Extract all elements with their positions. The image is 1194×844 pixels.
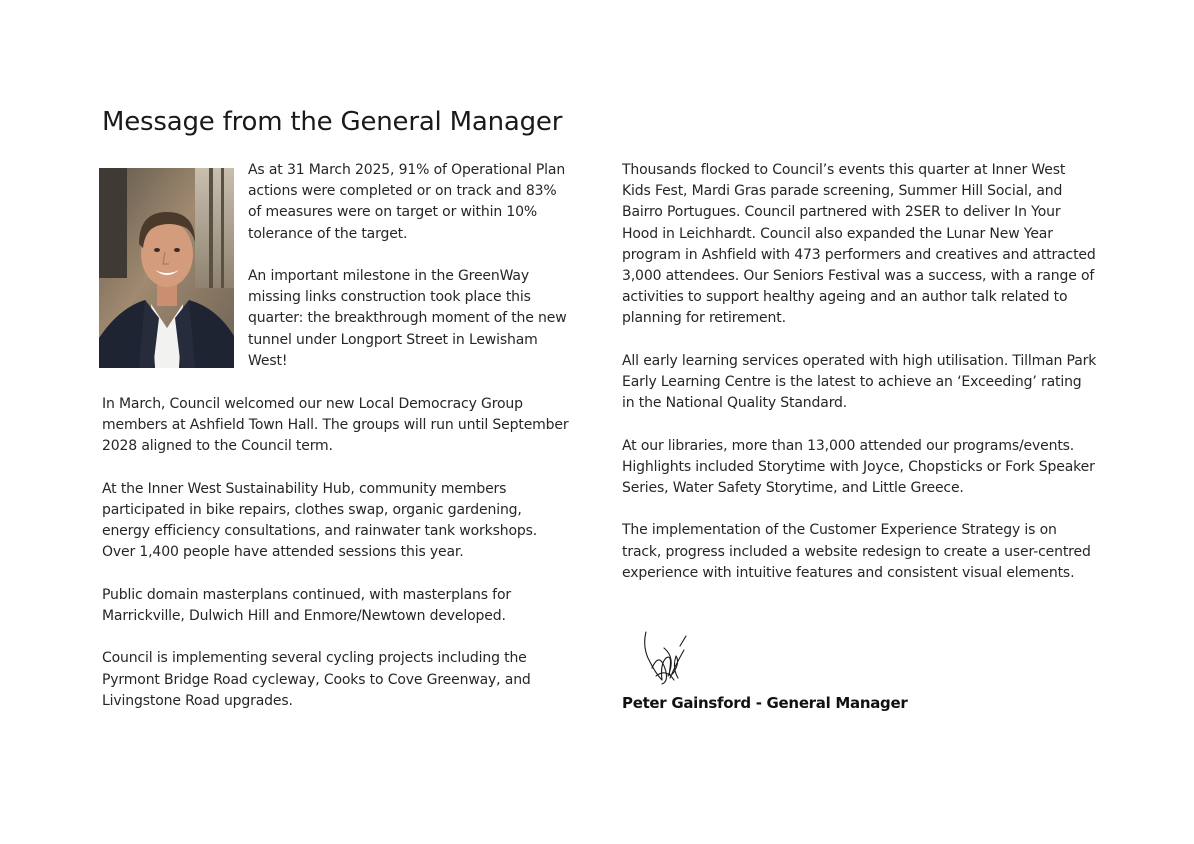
paragraph-libraries: At our libraries, more than 13,000 attended our programs/events. Highlights included Storytime with Joyce, Chopsticks or Fork Speaker Series, Water Safety Storytime, and Little Greece.: [622, 437, 1095, 497]
portrait-image: [99, 168, 234, 368]
paragraph-customer-experience: The implementation of the Customer Experience Strategy is on track, progress included a website redesign to create a user-centred experience with intuitive features and consistent visual elements.: [622, 522, 1091, 581]
general-manager-portrait: [99, 168, 234, 368]
paragraph-events: Thousands flocked to Council’s events this quarter at Inner West Kids Fest, Mardi Gras parade screening, Summer Hill Social, and Bairro Portugues. Council partnered with 2SER to deliver In Your Hood in Leichhardt. Council also expanded the Lunar New Year program in Ashfield with 473 performers and creatives and attracted 3,000 attendees. Our Seniors Festival was a success, with a range of activities to support healthy ageing and an author talk related to planning for retirement.: [622, 162, 1096, 327]
paragraph-greenway-milestone: An important milestone in the GreenWay missing links construction took place this quarter: the breakthrough moment of the new tunnel under Longport Street in Lewisham West!: [248, 268, 567, 369]
paragraph-operational-plan: As at 31 March 2025, 91% of Operational Plan actions were completed or on track and 83% of measures were on target or within 10% tolerance of the target.: [248, 162, 566, 242]
paragraph-masterplans: Public domain masterplans continued, with masterplans for Marrickville, Dulwich Hill and Enmore/Newtown developed.: [102, 586, 511, 624]
left-column: [102, 394, 570, 733]
paragraph-early-learning: All early learning services operated with high utilisation. Tillman Park Early Learning Centre is the latest to achieve an ‘Exceeding’ rating in the National Quality Standard.: [622, 352, 1097, 412]
signoff-name: Peter Gainsford - General Manager: [622, 694, 908, 712]
paragraph-local-democracy: In March, Council welcomed our new Local Democracy Group members at Ashfield Town Hall. The groups will run until September 2028 aligned to the Council term.: [102, 396, 569, 455]
paragraph-cycling-projects: Council is implementing several cycling projects including the Pyrmont Bridge Road cycleway, Cooks to Cove Greenway, and Livingstone Road upgrades.: [102, 650, 531, 709]
handwritten-signature: [636, 628, 692, 690]
paragraph-sustainability-hub: At the Inner West Sustainability Hub, community members participated in bike repairs, clothes swap, organic gardening, energy efficiency consultations, and rainwater tank workshops. Over 1,400 people have attended sessions this year.: [102, 480, 538, 561]
left-column-intro: [248, 160, 570, 393]
right-column: [622, 160, 1098, 605]
page-title: Message from the General Manager: [102, 107, 563, 137]
